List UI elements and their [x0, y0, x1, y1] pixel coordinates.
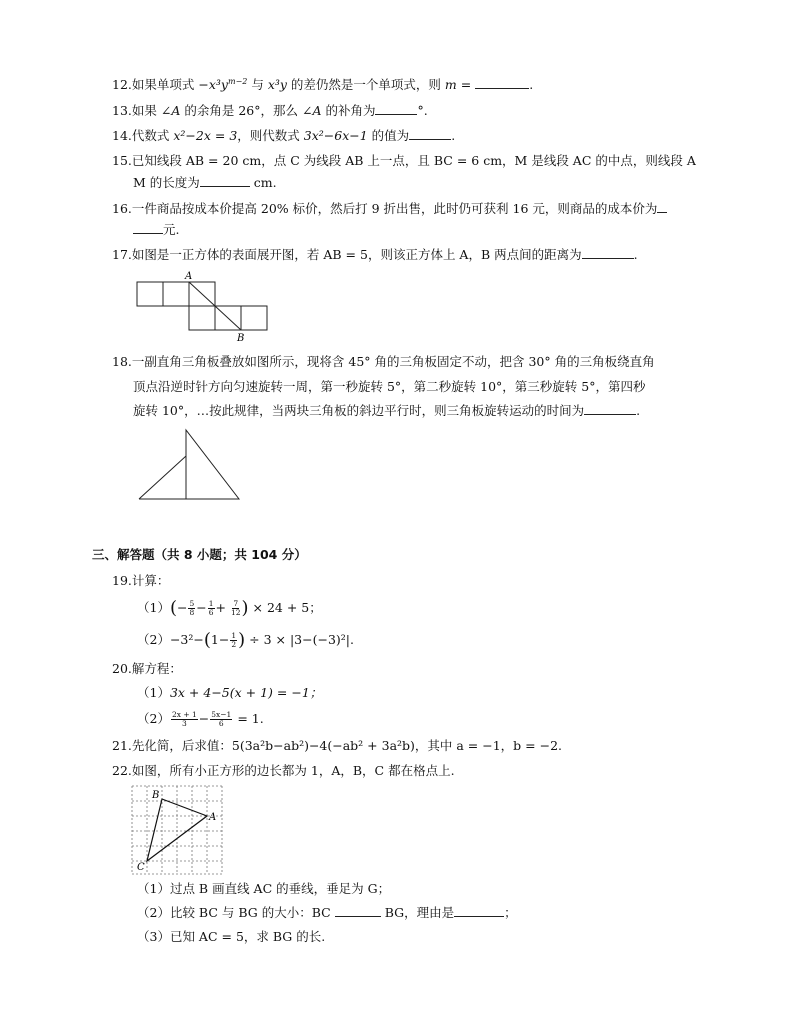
question-22: 22.如图，所有小正方形的边长都为 1，A，B，C 都在格点上.	[112, 763, 455, 778]
point-c-label: C	[137, 862, 145, 873]
question-17: 17.如图是一正方体的表面展开图，若 AB = 5，则该正方体上 A，B 两点间的距离为 .	[112, 247, 638, 262]
triangle-set-figure	[136, 428, 246, 508]
question-15: 15.已知线段 AB = 20 cm，点 C 为线段 AB 上一点，且 BC = 6 cm，M 是线段 AC 的中点，则线段 A	[112, 153, 696, 168]
answer-blank[interactable]	[409, 127, 451, 140]
question-20: 20.解方程：	[112, 661, 182, 676]
section-title: 三、解答题（共 8 小题；共 104 分）	[92, 547, 307, 562]
question-14: 14.代数式 x²−2x = 3，则代数式 3x²−6x−1 的值为 .	[112, 128, 456, 143]
answer-blank[interactable]	[200, 174, 250, 187]
answer-blank[interactable]	[657, 200, 667, 213]
point-b-label: B	[152, 790, 160, 801]
question-21: 21.先化简，后求值：5(3a²b−ab²)−4(−ab² + 3a²b)，其中 a = −1，b = −2.	[112, 738, 563, 753]
question-19-part2: （2）−3²−(1− $\frac{1}{2}$ ) ÷ 3 × |3−(−3)²|.	[137, 629, 354, 651]
question-22-part1: （1）过点 B 画直线 AC 的垂线，垂足为 G；	[137, 881, 391, 896]
question-18-line3: 旋转 10°，…按此规律，当两块三角板的斜边平行时，则三角板旋转运动的时间为 .	[133, 403, 641, 418]
question-20-part1: （1）3x + 4−5(x + 1) = −1；	[137, 685, 323, 700]
answer-blank[interactable]	[375, 102, 417, 115]
question-12: 12.如果单项式 $-x^3y^{m-2}$ 与 x³y 的差仍然是一个单项式，则 m = .	[112, 76, 534, 92]
cube-net-figure	[132, 270, 272, 342]
question-19: 19.计算：	[112, 573, 170, 588]
answer-blank[interactable]	[584, 402, 636, 415]
point-a-label: A	[209, 812, 217, 823]
question-22-part2: （2）比较 BC 与 BG 的大小：BC BG，理由是 ；	[137, 905, 517, 920]
answer-blank[interactable]	[582, 246, 634, 259]
question-18: 18.一副直角三角板叠放如图所示，现将含 45° 角的三角板固定不动，把含 30° 角的三角板绕直角	[112, 354, 655, 369]
question-13: 13.如果 ∠A 的余角是 26°，那么 ∠A 的补角为 °.	[112, 103, 428, 118]
question-19-part1: （1）(− $\frac{5}{8}$ − $\frac{1}{6}$ + $\frac{7}{12}$ ) × 24 + 5；	[137, 597, 322, 619]
answer-blank[interactable]	[454, 904, 504, 917]
answer-blank-continued[interactable]	[133, 221, 163, 234]
question-15-line2: M 的长度为 cm.	[133, 175, 277, 190]
question-16: 16.一件商品按成本价提高 20% 标价，然后打 9 折出售，此时仍可获利 16 元，则商品的成本价为	[112, 200, 667, 218]
question-22-part3: （3）已知 AC = 5，求 BG 的长.	[137, 929, 326, 944]
answer-blank[interactable]	[335, 904, 381, 917]
question-16-line2: 元.	[133, 221, 179, 239]
answer-blank[interactable]	[475, 76, 529, 89]
point-b-label: B	[237, 333, 245, 344]
point-a-label: A	[185, 271, 193, 282]
question-20-part2: （2） $\frac{2x + 1}{3}$ − $\frac{5x-1}{6}$ = 1.	[137, 710, 264, 728]
question-18-line2: 顶点沿逆时针方向匀速旋转一周，第一秒旋转 5°，第二秒旋转 10°，第三秒旋转 5°，第四秒	[133, 379, 646, 394]
grid-figure	[130, 784, 226, 876]
